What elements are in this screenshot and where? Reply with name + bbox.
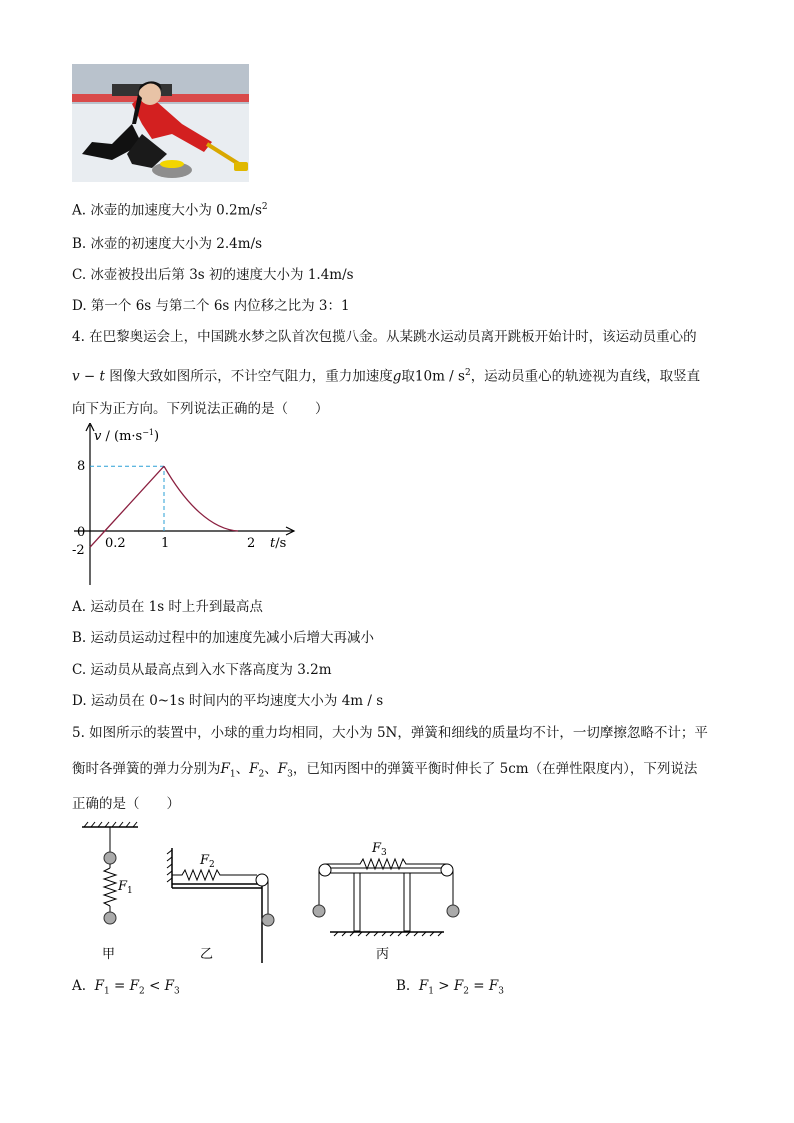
label-jia: 甲 (102, 947, 116, 962)
q5-stem-line-2: 衡时各弹簧的弹力分别为$F_1$、$F_2$、$F_3$，已知丙图中的弹簧平衡时伸长了 5cm（在弹性限度内），下列说法 (72, 761, 698, 780)
label-bing: 丙 (376, 947, 390, 962)
q3-option-b[interactable]: B. 冰壶的初速度大小为 2.4m/s (72, 236, 263, 252)
q5-stem-line-3: 正确的是（ ） (72, 796, 180, 812)
tick-label-0: 0 (77, 525, 86, 540)
q4-stem-line-1: 4. 在巴黎奥运会上，中国跳水梦之队首次包揽八金。从某跳水运动员离开跳板开始计时，该运动员重心的 (72, 329, 697, 345)
q4-option-b[interactable]: B. 运动员运动过程中的加速度先减小后增大再减小 (72, 630, 375, 646)
label-yi: 乙 (200, 947, 214, 962)
figure-bing (313, 841, 459, 962)
tick-label-1: 1 (161, 536, 170, 551)
svg-text:F1: $F_1$ (118, 879, 133, 896)
tick-label-8: 8 (77, 459, 86, 474)
spring-f2 (172, 870, 257, 880)
tick-label-2: 2 (247, 536, 256, 551)
vt-graph (72, 423, 302, 593)
q5-stem-line-1: 5. 如图所示的装置中，小球的重力均相同，大小为 5N，弹簧和细线的质量均不计，一切摩擦忽略不计；平 (72, 725, 708, 741)
q4-stem-line-3: 向下为正方向。下列说法正确的是（ ） (72, 401, 329, 417)
x-axis-label: t/s (270, 536, 287, 551)
svg-text:F2: $F_2$ (200, 853, 215, 870)
q4-option-c[interactable]: C. 运动员从最高点到入水下落高度为 3.2m (72, 662, 332, 678)
q5-option-a[interactable]: A. $F_1 = F_2 < F_3$ (72, 978, 180, 997)
pulley (441, 864, 453, 876)
q3-option-c[interactable]: C. 冰壶被投出后第 3s 初的速度大小为 1.4m/s (72, 267, 354, 283)
curling-photo (72, 64, 249, 182)
spring-apparatus-figures (72, 818, 472, 968)
series-line-curve (164, 466, 238, 531)
q5-option-b[interactable]: B. $F_1 > F_2 = F_3$ (396, 978, 504, 997)
tick-label-0-2: 0.2 (105, 536, 126, 551)
ball (104, 912, 116, 924)
q3-option-d[interactable]: D. 第一个 6s 与第二个 6s 内位移之比为 3：1 (72, 298, 350, 314)
ball (313, 905, 325, 917)
spring-f1 (104, 868, 116, 906)
figure-yi (167, 848, 274, 963)
figure-jia (82, 822, 138, 962)
q4-stem-line-2: v − t 图像大致如图所示，不计空气阻力，重力加速度g取$10m / s^2$，运动员重心的轨迹视为直线，取竖直 (72, 368, 701, 385)
pulley (319, 864, 331, 876)
pulley (256, 874, 268, 886)
tick-label-neg2: -2 (72, 543, 85, 558)
ball (262, 914, 274, 926)
ball (447, 905, 459, 917)
ball (104, 852, 116, 864)
series-line-linear (90, 466, 164, 547)
q4-option-a[interactable]: A. 运动员在 1s 时上升到最高点 (72, 599, 263, 615)
y-axis-label: $v / (m\cdot s^{-1})$ (94, 428, 160, 444)
q3-option-a[interactable]: A. 冰壶的加速度大小为 $0.2m/s^2$ (72, 202, 268, 219)
q4-option-d[interactable]: D. 运动员在 0~1s 时间内的平均速度大小为 4m / s (72, 693, 384, 709)
svg-text:F3: $F_3$ (372, 841, 387, 858)
